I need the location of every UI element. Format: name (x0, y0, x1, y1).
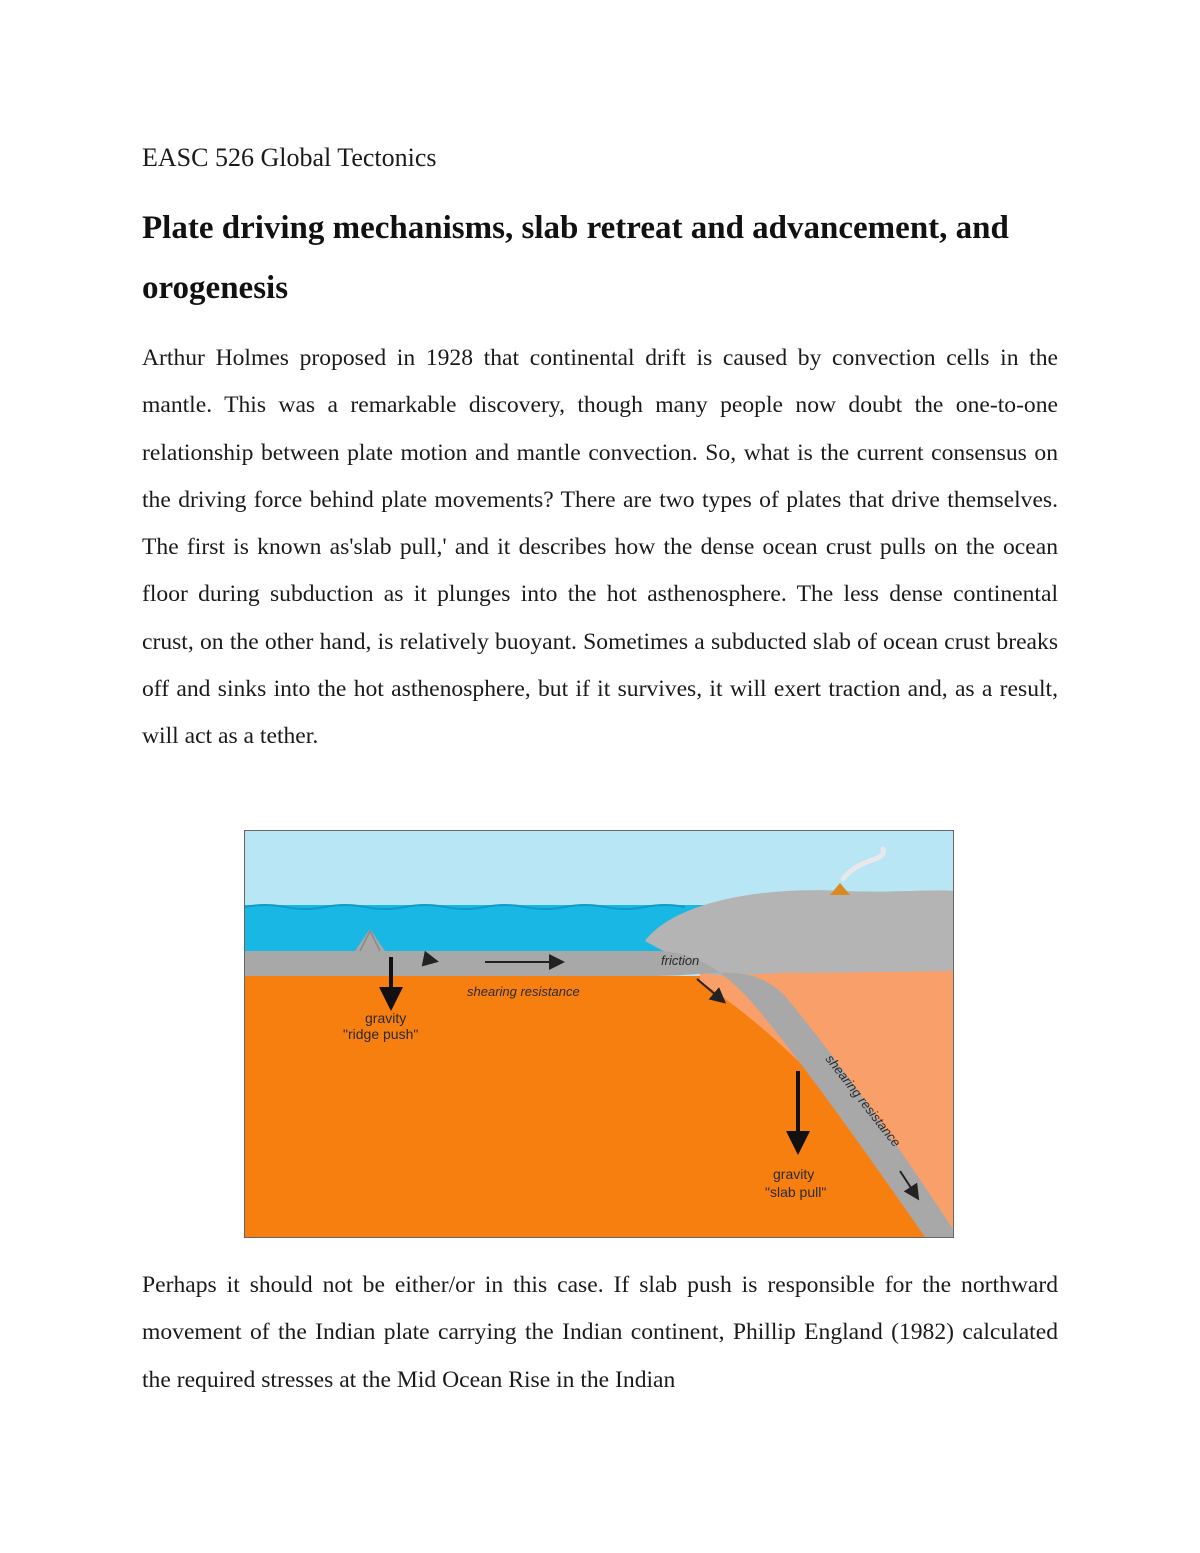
shearing-resistance-slab-label: shearing resistance (822, 1051, 904, 1150)
ridge-push-label: "ridge push" (343, 1026, 419, 1042)
shearing-resistance-top-label: shearing resistance (467, 984, 580, 999)
friction-label: friction (661, 953, 700, 968)
plate-driving-forces-diagram (244, 830, 954, 1238)
paragraph-1: Arthur Holmes proposed in 1928 that continental drift is caused by convection cells in the mantle. This was a remarkable discovery, though many people now doubt the one-to-one relationship between plate motion and mantle convection. So, what is the current consensus on the driving force behind plate movements? There are two types of plates that drive themselves. The first is known as'slab pull,' and it describes how the dense ocean crust pulls on the ocean floor during subduction as it plunges into the hot asthenosphere. The less dense continental crust, on the other hand, is relatively buoyant. Sometimes a subducted slab of ocean crust breaks off and sinks into the hot asthenosphere, but if it survives, it will exert traction and, as a result, will act as a tether. (142, 345, 1058, 750)
paragraph-2: Perhaps it should not be either/or in this case. If slab push is responsible for the northward movement of the Indian plate carrying the Indian continent, Phillip England (1982) calculated the required stresses at the Mid Ocean Rise in the Indian (142, 1272, 1058, 1393)
gravity-slab-label: gravity (773, 1166, 815, 1182)
slab-pull-label: "slab pull" (765, 1184, 827, 1200)
page-title: Plate driving mechanisms, slab retreat and advancement, and orogenesis (142, 210, 1009, 306)
course-heading: EASC 526 Global Tectonics (142, 143, 437, 172)
gravity-ridge-label: gravity (365, 1010, 407, 1026)
